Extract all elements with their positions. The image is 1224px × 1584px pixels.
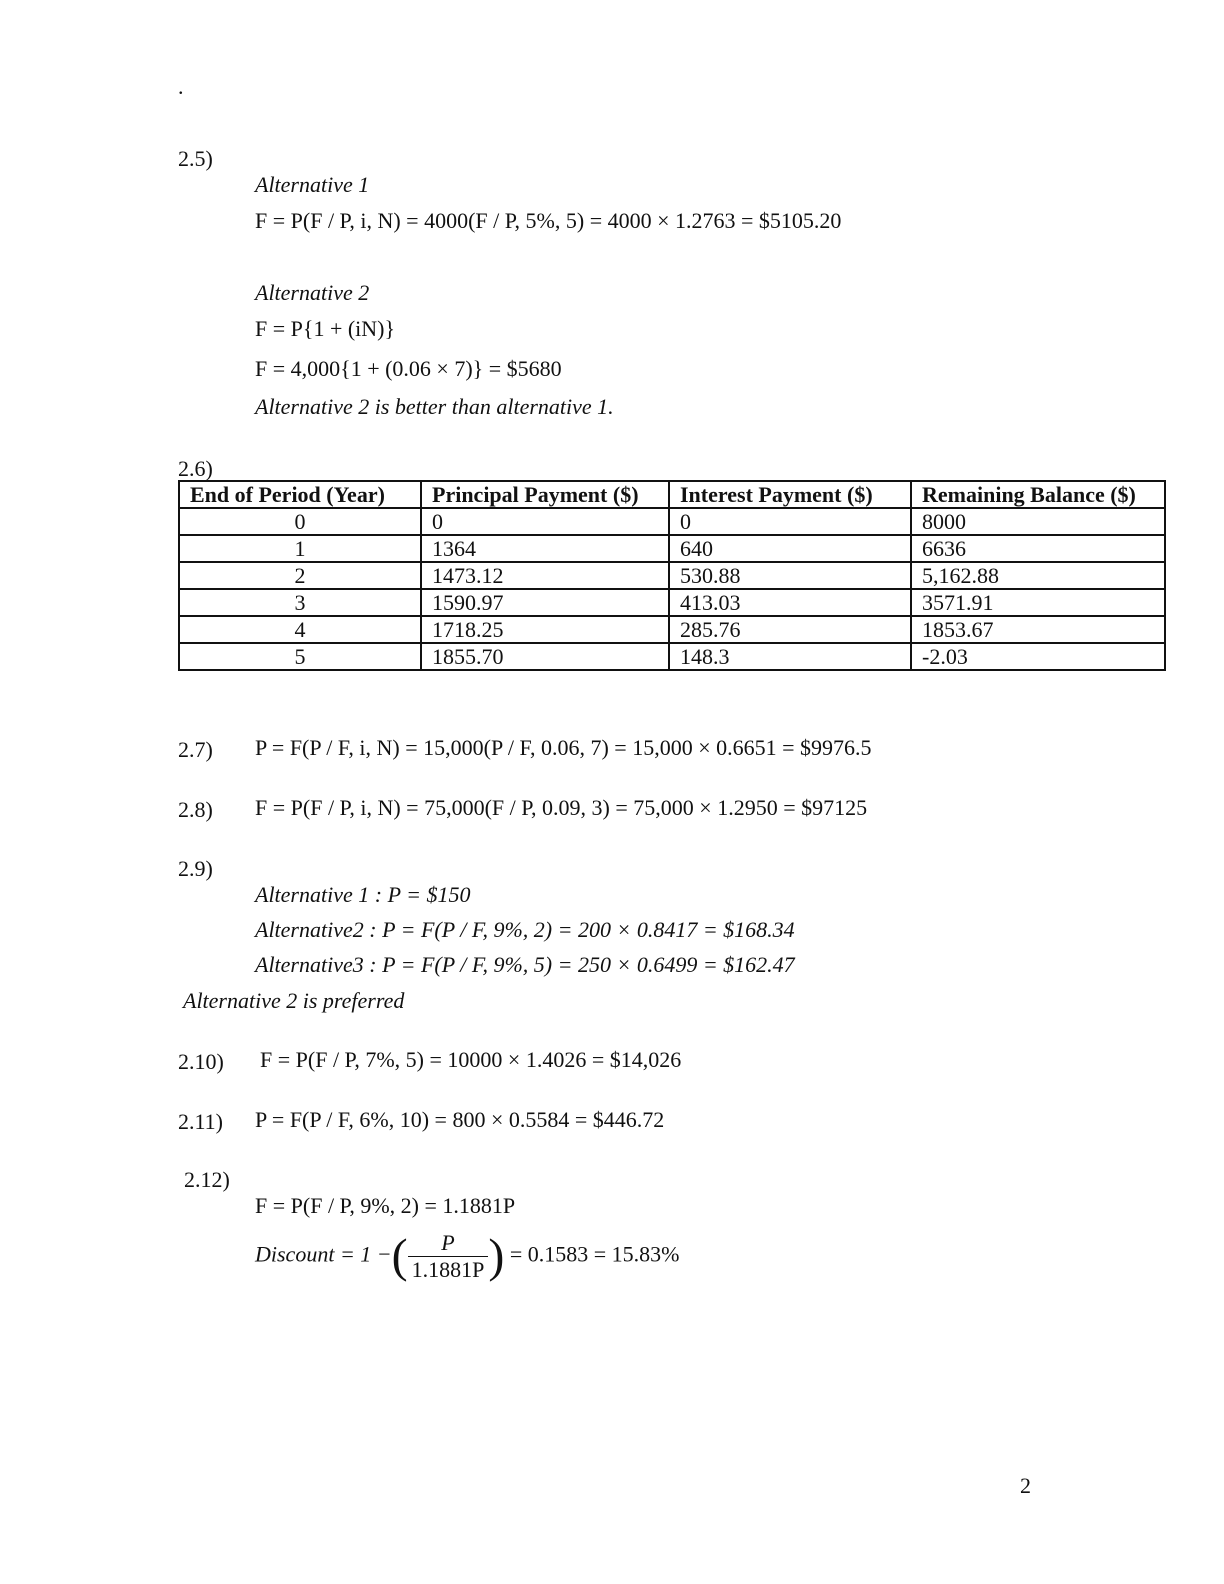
problem-label-2-11: 2.11) xyxy=(178,1109,224,1134)
cell-balance: -2.03 xyxy=(911,643,1165,670)
equation-2-10: F = P(F / P, 7%, 5) = 10000 × 1.4026 = $14,026 xyxy=(260,1047,682,1072)
alt2-equation-1: F = P{1 + (iN)} xyxy=(255,316,396,341)
header-principal-payment: Principal Payment ($) xyxy=(421,481,669,508)
header-end-of-period: End of Period (Year) xyxy=(179,481,421,508)
alt2-title: Alternative 2 xyxy=(255,280,370,305)
cell-year: 0 xyxy=(179,508,421,535)
problem-label-2-7: 2.7) xyxy=(178,737,213,762)
cell-interest: 530.88 xyxy=(669,562,911,589)
equation-2-12-line1: F = P(F / P, 9%, 2) = 1.1881P xyxy=(255,1193,516,1218)
cell-balance: 3571.91 xyxy=(911,589,1165,616)
cell-year: 1 xyxy=(179,535,421,562)
page-number: 2 xyxy=(1020,1473,1031,1498)
cell-year: 2 xyxy=(179,562,421,589)
equation-2-7: P = F(P / F, i, N) = 15,000(P / F, 0.06, 7) = 15,000 × 0.6651 = $9976.5 xyxy=(255,735,872,760)
cell-interest: 413.03 xyxy=(669,589,911,616)
problem-label-2-12: 2.12) xyxy=(184,1167,230,1192)
problem-label-2-5: 2.5) xyxy=(178,146,213,171)
cell-balance: 5,162.88 xyxy=(911,562,1165,589)
discount-equation xyxy=(255,1230,680,1283)
problem-label-2-6: 2.6) xyxy=(178,456,213,481)
problem-label-2-9: 2.9) xyxy=(178,856,213,881)
cell-principal: 0 xyxy=(421,508,669,535)
cell-principal: 1718.25 xyxy=(421,616,669,643)
alt3-equation-2-9: Alternative3 : P = F(P / F, 9%, 5) = 250 × 0.6499 = $162.47 xyxy=(255,952,795,977)
problem-label-2-8: 2.8) xyxy=(178,797,213,822)
alt-conclusion-2-5: Alternative 2 is better than alternative 1. xyxy=(255,394,614,419)
table-row xyxy=(179,643,1165,670)
cell-year: 5 xyxy=(179,643,421,670)
table-row xyxy=(179,562,1165,589)
cell-interest: 0 xyxy=(669,508,911,535)
left-paren: ( xyxy=(391,1229,408,1283)
page-dot: . xyxy=(178,74,184,99)
cell-principal: 1855.70 xyxy=(421,643,669,670)
discount-lhs: Discount = 1 − xyxy=(255,1241,392,1267)
table-row xyxy=(179,508,1165,535)
cell-balance: 8000 xyxy=(911,508,1165,535)
table-row xyxy=(179,589,1165,616)
alt2-equation-2: F = 4,000{1 + (0.06 × 7)} = $5680 xyxy=(255,356,562,381)
table-row xyxy=(179,535,1165,562)
cell-interest: 148.3 xyxy=(669,643,911,670)
cell-interest: 640 xyxy=(669,535,911,562)
fraction-denominator: 1.1881P xyxy=(411,1257,485,1282)
cell-balance: 6636 xyxy=(911,535,1165,562)
discount-rhs: = 0.1583 = 15.83% xyxy=(509,1241,680,1267)
problem-label-2-10: 2.10) xyxy=(178,1049,224,1074)
alt2-equation-2-9: Alternative2 : P = F(P / F, 9%, 2) = 200 × 0.8417 = $168.34 xyxy=(255,917,795,942)
fraction-numerator: P xyxy=(408,1230,489,1257)
alt1-title: Alternative 1 xyxy=(255,172,370,197)
cell-principal: 1590.97 xyxy=(421,589,669,616)
alt1-equation: F = P(F / P, i, N) = 4000(F / P, 5%, 5) = 4000 × 1.2763 = $5105.20 xyxy=(255,208,842,233)
right-paren: ) xyxy=(488,1229,505,1283)
amortization-table xyxy=(178,480,1166,671)
table-row xyxy=(179,616,1165,643)
equation-2-8: F = P(F / P, i, N) = 75,000(F / P, 0.09, 3) = 75,000 × 1.2950 = $97125 xyxy=(255,795,868,820)
table-header-row xyxy=(179,481,1165,508)
cell-interest: 285.76 xyxy=(669,616,911,643)
header-interest-payment: Interest Payment ($) xyxy=(669,481,911,508)
cell-balance: 1853.67 xyxy=(911,616,1165,643)
discount-fraction xyxy=(408,1230,489,1283)
alt-conclusion-2-9: Alternative 2 is preferred xyxy=(183,988,405,1013)
alt1-equation-2-9: Alternative 1 : P = $150 xyxy=(255,882,471,907)
cell-year: 4 xyxy=(179,616,421,643)
cell-year: 3 xyxy=(179,589,421,616)
cell-principal: 1473.12 xyxy=(421,562,669,589)
header-remaining-balance: Remaining Balance ($) xyxy=(911,481,1165,508)
cell-principal: 1364 xyxy=(421,535,669,562)
equation-2-11: P = F(P / F, 6%, 10) = 800 × 0.5584 = $446.72 xyxy=(255,1107,665,1132)
